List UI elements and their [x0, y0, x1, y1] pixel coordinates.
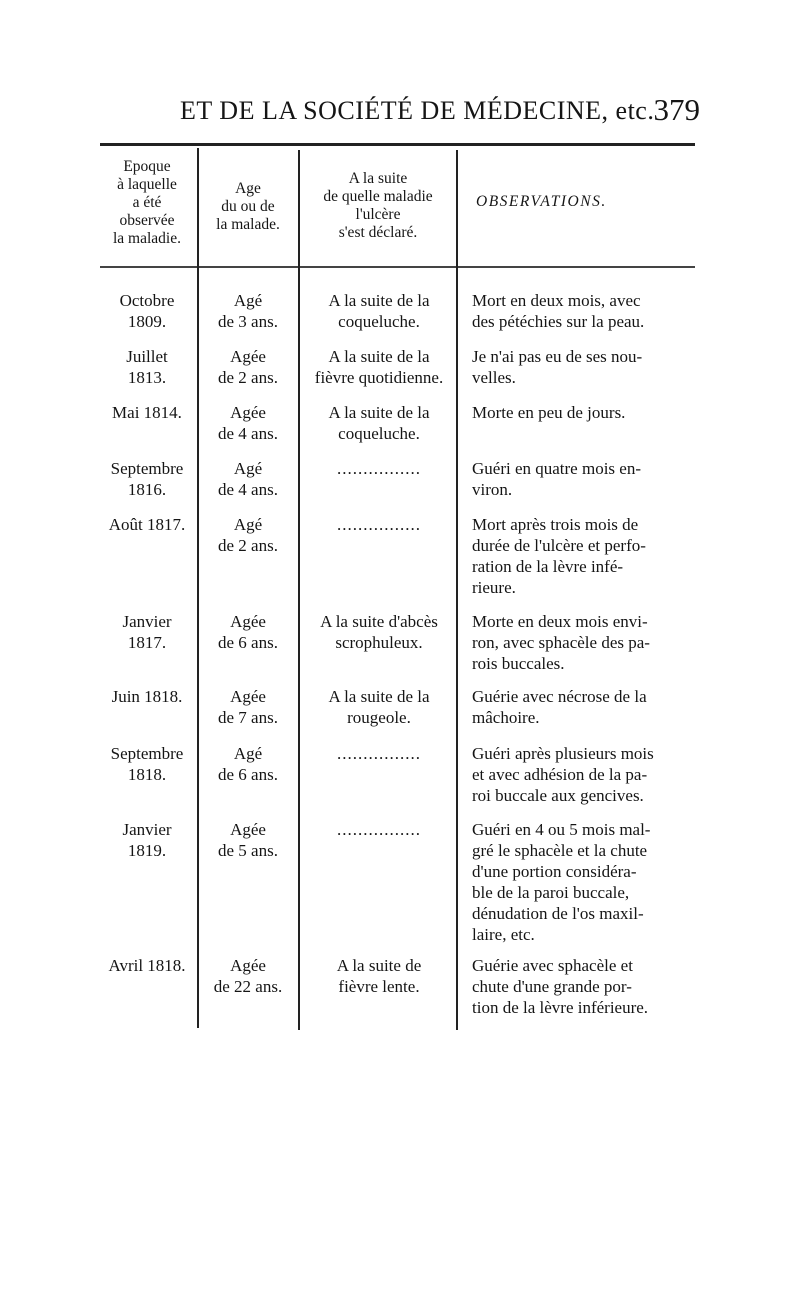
row-5-observation: Mort après trois mois de durée de l'ulcère et perfo- ration de la lèvre infé- rieure. — [472, 515, 646, 597]
row-7-observation: Guérie avec nécrose de la mâchoire. — [472, 687, 647, 727]
row-5-suite: ................ — [337, 515, 421, 534]
row-4-observation: Guéri en quatre mois en- viron. — [472, 459, 641, 499]
column-header-epoque: Epoque à laquelle a été observée la maladie. — [113, 158, 181, 247]
page-header — [180, 92, 700, 132]
top-rule — [100, 143, 695, 146]
row-5-age: Agé de 2 ans. — [218, 515, 278, 555]
row-1-suite: A la suite de la coqueluche. — [328, 291, 430, 331]
row-8-epoque: Septembre 1818. — [110, 744, 184, 784]
row-10-suite: A la suite de fièvre lente. — [336, 956, 422, 996]
row-7-epoque: Juin 1818. — [111, 687, 183, 706]
row-3-age: Agée de 4 ans. — [218, 403, 278, 443]
row-5-epoque: Août 1817. — [108, 515, 186, 534]
row-8-observation: Guéri après plusieurs mois et avec adhésion de la pa- roi buccale aux gencives. — [472, 744, 654, 805]
row-8-suite: ................ — [337, 744, 421, 763]
row-8-age: Agé de 6 ans. — [218, 744, 278, 784]
row-1-epoque: Octobre 1809. — [119, 291, 175, 331]
column-header-age: Age du ou de la malade. — [216, 180, 280, 233]
running-title: ET DE LA SOCIÉTÉ DE MÉDECINE, etc. — [180, 96, 655, 125]
row-9-epoque: Janvier 1819. — [122, 820, 172, 860]
row-6-suite: A la suite d'abcès scrophuleux. — [320, 612, 438, 652]
column-divider — [197, 148, 199, 1028]
column-header-suite: A la suite de quelle maladie l'ulcère s'est déclaré. — [323, 170, 433, 241]
row-4-suite: ................ — [337, 459, 421, 478]
row-2-age: Agée de 2 ans. — [218, 347, 278, 387]
row-7-age: Agée de 7 ans. — [218, 687, 278, 727]
row-4-age: Agé de 4 ans. — [218, 459, 278, 499]
header-rule — [100, 266, 695, 268]
column-header-observations: OBSERVATIONS. — [476, 193, 607, 210]
row-9-suite: ................ — [337, 820, 421, 839]
row-10-observation: Guérie avec sphacèle et chute d'une grande por- tion de la lèvre inférieure. — [472, 956, 649, 1017]
row-10-epoque: Avril 1818. — [108, 956, 186, 975]
row-1-observation: Mort en deux mois, avec des pétéchies sur la peau. — [472, 291, 645, 331]
row-2-epoque: Juillet 1813. — [126, 347, 168, 387]
page-number: 379 — [653, 92, 700, 127]
row-10-age: Agée de 22 ans. — [213, 956, 283, 996]
row-3-suite: A la suite de la coqueluche. — [328, 403, 430, 443]
row-1-age: Agé de 3 ans. — [218, 291, 278, 331]
row-3-observation: Morte en peu de jours. — [472, 403, 626, 422]
row-6-age: Agée de 6 ans. — [218, 612, 278, 652]
row-2-suite: A la suite de la fièvre quotidienne. — [314, 347, 444, 387]
row-6-observation: Morte en deux mois envi- ron, avec sphacèle des pa- rois buccales. — [472, 612, 650, 673]
row-4-epoque: Septembre 1816. — [110, 459, 184, 499]
column-divider — [456, 150, 458, 1030]
row-2-observation: Je n'ai pas eu de ses nou- velles. — [472, 347, 643, 387]
column-divider — [298, 150, 300, 1030]
row-9-observation: Guéri en 4 ou 5 mois mal- gré le sphacèle et la chute d'une portion considéra- ble de la paroi buccale, dénudation de l'os maxil- laire, etc. — [472, 820, 651, 944]
row-6-epoque: Janvier 1817. — [122, 612, 172, 652]
row-9-age: Agée de 5 ans. — [218, 820, 278, 860]
row-3-epoque: Mai 1814. — [112, 403, 182, 422]
row-7-suite: A la suite de la rougeole. — [328, 687, 430, 727]
